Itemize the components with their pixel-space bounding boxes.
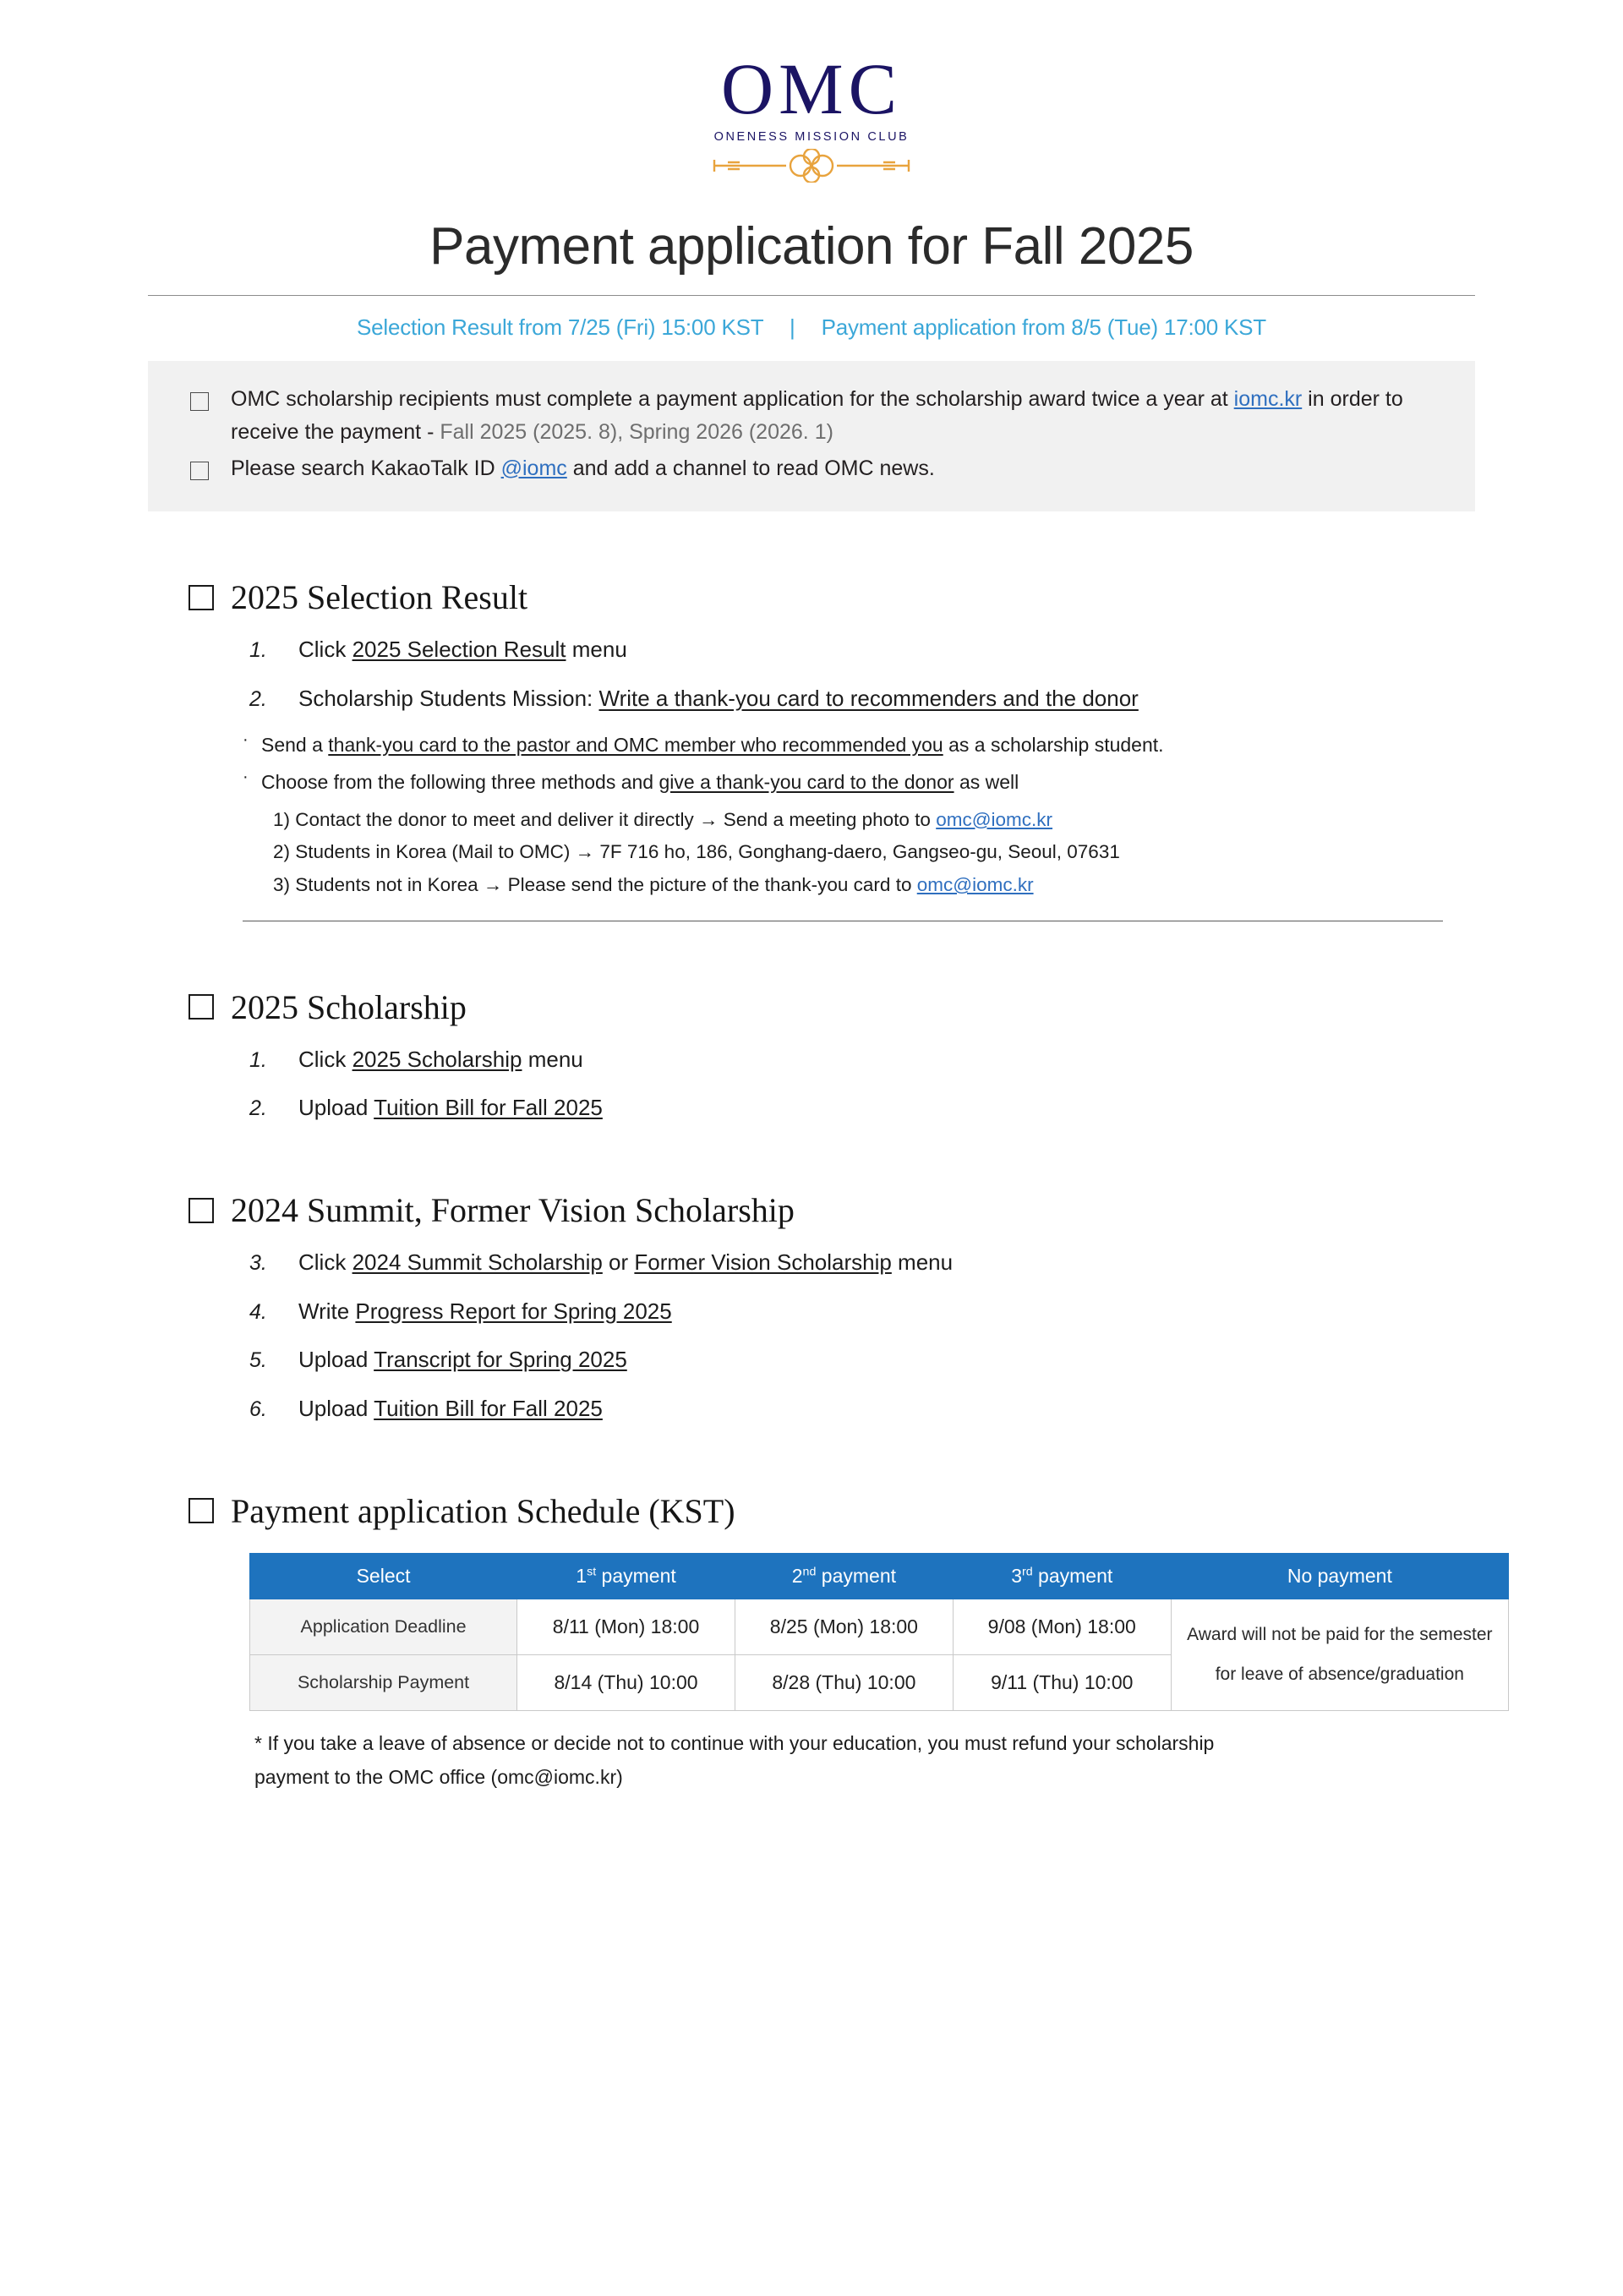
method-option-2 [273,836,1475,869]
col2-num: 2 [791,1564,803,1587]
payment-date-3: 9/11 (Thu) 10:00 [953,1654,1171,1710]
step-post: menu [522,1046,583,1072]
notice-2-part1: Please search KakaoTalk ID [231,456,501,480]
deadline-payment-3: 9/08 (Mon) 18:00 [953,1599,1171,1654]
notice-1-part2: in order to receive the payment - [231,387,1403,444]
tuition-bill-link[interactable]: Tuition Bill for Fall 2025 [374,1396,603,1422]
col2-tail: payment [816,1564,897,1587]
step-post: menu [566,637,627,663]
section-heading-summit [148,1190,1475,1230]
omc-email-link[interactable]: omc@iomc.kr [916,874,1034,895]
selection-result-methods [148,804,1475,902]
section-selection-result [148,577,1475,921]
step-text [298,634,627,666]
logo-ornament-icon [0,149,1623,183]
col2-ord: nd [802,1565,817,1579]
col3-ord: rd [1022,1565,1033,1579]
section-heading-label: 2025 Scholarship [231,987,467,1026]
list-item [249,1344,1475,1376]
step-number: 5. [249,1348,267,1373]
bullet-dot-icon: · [243,768,249,787]
notice-2-part2: and add a channel to read OMC news. [566,456,935,480]
step-pre: Upload [298,1347,374,1373]
step-text [298,1393,603,1425]
col1-num: 1 [576,1564,587,1587]
bullet-pre: Send a [261,733,329,756]
step-number: 2. [249,1096,267,1121]
page-bottom-spacer [0,1794,1623,1921]
iomc-link[interactable]: iomc.kr [1233,387,1303,411]
schedule-footnote [254,1726,1514,1795]
checkbox-icon [189,1198,214,1223]
step-pre: Scholarship Students Mission: [298,685,599,711]
schedule-subheader [0,314,1623,341]
summit-scholarship-link[interactable]: 2024 Summit Scholarship [352,1249,603,1276]
section-payment-schedule [148,1491,1493,1795]
bullet-text [261,730,1164,760]
footnote-line-1: * If you take a leave of absence or decide not to continue with your education, you must refund your scholarship [254,1731,1215,1754]
omc-logo [0,0,1623,183]
payment-schedule-table [249,1553,1509,1711]
method-2-text: 2) Students in Korea (Mail to OMC) → 7F 716 ho, 186, Gonghang-daero, Gangseo-gu, Seoul, 07631 [273,841,1120,863]
notice-item-2-text [231,452,1433,485]
list-item [243,768,1475,797]
section-heading-label: 2024 Summit, Former Vision Scholarship [231,1191,795,1230]
step-number: 2. [249,686,267,711]
omc-email-link[interactable]: omc@iomc.kr [936,808,1053,830]
step-text [298,1092,603,1124]
step-text [298,1344,627,1376]
section-heading-2025-scholarship [148,987,1475,1027]
list-item [249,1296,1475,1328]
step-number: 4. [249,1299,267,1324]
bullet-dot-icon: · [243,730,249,749]
step-post: menu [891,1249,954,1276]
payment-date-1: 8/14 (Thu) 10:00 [517,1654,735,1710]
method-1-text: 1) Contact the donor to meet and deliver it directly → Send a meeting photo to [273,808,937,830]
step-pre: Click [298,1046,352,1072]
notice-box [148,361,1475,511]
deadline-payment-1: 8/11 (Mon) 18:00 [517,1599,735,1654]
list-item [249,683,1475,715]
former-vision-scholarship-link[interactable]: Former Vision Scholarship [634,1249,892,1276]
checkbox-icon [189,585,214,610]
tuition-bill-link[interactable]: Tuition Bill for Fall 2025 [374,1095,603,1121]
bullet-post: as a scholarship student. [943,733,1164,756]
no-payment-line-2: for leave of absence/graduation [1215,1665,1464,1685]
scholarship-menu-link[interactable]: 2025 Scholarship [352,1046,522,1072]
method-option-1 [273,804,1475,837]
col1-tail: payment [596,1564,676,1587]
step-number: 1. [249,638,267,663]
page-title: Payment application for Fall 2025 [429,217,1194,276]
column-header-no-payment: No payment [1171,1553,1508,1599]
checkbox-icon [190,462,209,480]
scholarship-steps [148,1044,1475,1124]
step-mid: or [602,1249,635,1276]
step-pre: Click [298,1249,352,1276]
subheader-divider: | [790,314,795,340]
col3-tail: payment [1032,1564,1113,1587]
footnote-line-2: payment to the OMC office (omc@iomc.kr) [254,1766,623,1789]
column-header-payment-2 [735,1553,953,1599]
selection-result-steps [148,634,1475,714]
step-number: 1. [249,1047,267,1072]
notice-1-part1: OMC scholarship recipients must complete a payment application for the scholarship award twice a year at [231,387,1234,411]
section-heading-label: 2025 Selection Result [231,578,528,617]
payment-application-date: Payment application from 8/5 (Tue) 17:00 KST [821,314,1266,340]
step-text [298,1247,953,1279]
title-divider [148,295,1475,296]
progress-report-link[interactable]: Progress Report for Spring 2025 [355,1298,672,1324]
no-payment-note [1171,1599,1508,1710]
section-heading-label: Payment application Schedule (KST) [231,1491,735,1530]
step-pre: Click [298,637,352,663]
column-header-payment-1 [517,1553,735,1599]
section-summit-former-vision [148,1190,1475,1425]
list-item [243,730,1475,760]
summit-steps [148,1247,1475,1425]
payment-date-2: 8/28 (Thu) 10:00 [735,1654,953,1710]
row-label-application-deadline: Application Deadline [250,1599,517,1654]
bullet-text [261,768,1019,797]
checkbox-icon [189,994,214,1020]
selection-result-bullets [148,730,1475,797]
list-item [249,1092,1475,1124]
section-heading-schedule [148,1491,1475,1531]
notice-item-1 [190,383,1433,449]
list-item [249,1044,1475,1076]
table-header-row [250,1553,1509,1599]
step-number: 6. [249,1397,267,1422]
method-3-text: 3) Students not in Korea → Please send the picture of the thank-you card to [273,874,917,895]
column-header-payment-3 [953,1553,1171,1599]
col3-num: 3 [1011,1564,1022,1587]
notice-1-part3: Fall 2025 (2025. 8), Spring 2026 (2026. 1) [440,419,833,444]
deadline-payment-2: 8/25 (Mon) 18:00 [735,1599,953,1654]
step-text [298,1296,672,1328]
step-pre: Write [298,1298,356,1324]
no-payment-line-1: Award will not be paid for the semester [1187,1624,1493,1644]
notice-item-1-text [231,383,1433,449]
transcript-link[interactable]: Transcript for Spring 2025 [374,1347,627,1373]
col1-ord: st [587,1565,597,1579]
selection-result-date: Selection Result from 7/25 (Fri) 15:00 KST [356,314,763,340]
mission-emphasis: Write a thank-you card to recommenders and the donor [598,685,1139,711]
step-pre: Upload [298,1095,374,1121]
step-number: 3. [249,1251,267,1276]
bullet-post: as well [954,771,1019,794]
section-2025-scholarship [148,987,1475,1124]
checkbox-icon [190,392,209,411]
list-item [249,1247,1475,1279]
step-pre: Upload [298,1396,374,1422]
logo-subtitle: ONENESS MISSION CLUB [713,130,910,144]
section-heading-selection-result [148,577,1475,617]
list-item [249,634,1475,666]
bullet-pre: Choose from the following three methods and [261,771,659,794]
step-text [298,1044,583,1076]
step-text [298,683,1139,715]
bullet-emphasis: thank-you card to the pastor and OMC member who recommended you [328,733,943,756]
notice-item-2 [190,452,1433,485]
kakaotalk-id-link[interactable]: @iomc [500,456,567,480]
list-item [249,1393,1475,1425]
selection-result-menu-link[interactable]: 2025 Selection Result [352,637,566,663]
table-row [250,1599,1509,1654]
logo-wordmark: OMC [721,48,902,129]
bullet-emphasis: give a thank-you card to the donor [658,771,954,794]
method-option-3 [273,869,1475,902]
row-label-scholarship-payment: Scholarship Payment [250,1654,517,1710]
column-header-select: Select [250,1553,517,1599]
checkbox-icon [189,1498,214,1523]
